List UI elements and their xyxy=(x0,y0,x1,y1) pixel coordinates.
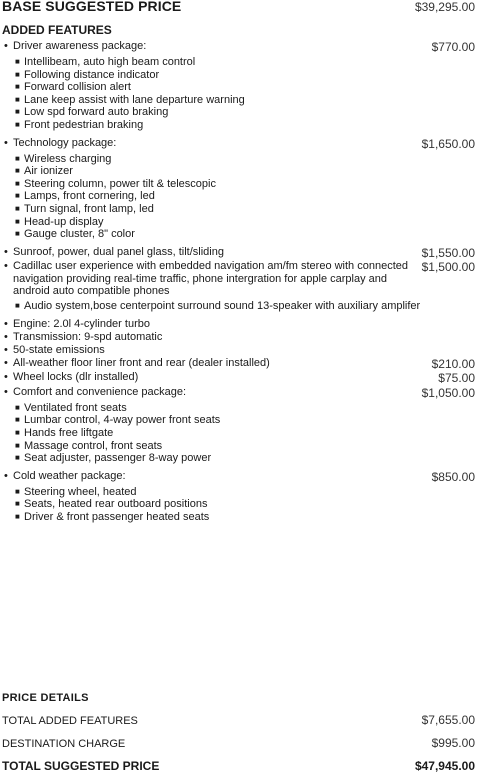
feature-sublist xyxy=(2,153,475,241)
square-bullet-icon: ■ xyxy=(15,486,20,496)
square-bullet-icon: ■ xyxy=(15,82,20,92)
feature-row xyxy=(2,318,475,331)
feature-subitem-text: Air ionizer xyxy=(24,165,73,178)
feature-item xyxy=(2,137,475,241)
feature-price: $1,050.00 xyxy=(421,385,475,400)
feature-sublist xyxy=(2,486,475,524)
feature-subitem xyxy=(15,511,475,524)
bullet-icon: • xyxy=(4,40,8,52)
feature-item xyxy=(2,318,475,331)
total-price-row xyxy=(2,759,475,773)
feature-subitem-text: Intellibeam, auto high beam control xyxy=(24,56,196,68)
feature-subitem xyxy=(15,414,475,427)
feature-price: $75.00 xyxy=(438,371,475,386)
total-price-value: $47,945.00 xyxy=(414,759,475,773)
feature-subitem-text: Front pedestrian braking xyxy=(24,118,144,131)
added-features-title: ADDED FEATURES xyxy=(2,23,112,37)
feature-sublist xyxy=(2,300,475,313)
feature-subitem xyxy=(15,68,475,82)
feature-item xyxy=(2,470,475,524)
feature-subitem xyxy=(15,106,475,119)
feature-item xyxy=(2,357,475,371)
bullet-icon: • xyxy=(4,371,8,384)
feature-subitem xyxy=(15,56,475,69)
square-bullet-icon: ■ xyxy=(15,512,20,522)
feature-price: $1,550.00 xyxy=(421,245,475,260)
feature-name-text: Technology package: xyxy=(13,136,117,149)
square-bullet-icon: ■ xyxy=(15,69,20,79)
feature-row xyxy=(2,260,475,298)
square-bullet-icon: ■ xyxy=(15,107,20,117)
feature-price: $770.00 xyxy=(431,40,475,54)
feature-name xyxy=(2,331,475,344)
feature-row xyxy=(2,470,475,484)
feature-subitem-text: Seats, heated rear outboard positions xyxy=(24,498,208,511)
feature-row xyxy=(2,246,475,260)
total-price-label: TOTAL SUGGESTED PRICE xyxy=(2,759,160,773)
feature-name-text: Engine: 2.0l 4-cylinder turbo xyxy=(13,317,150,330)
feature-subitem xyxy=(15,190,475,203)
feature-item xyxy=(2,371,475,385)
feature-price: $210.00 xyxy=(431,356,475,371)
feature-name-text: Cadillac user experience with embedded navigation am/fm stereo with connected navigation providing real-time traffic, phone intergration for apple carplay and android auto compatible phones xyxy=(13,260,408,298)
feature-subitem xyxy=(15,452,475,465)
feature-item xyxy=(2,344,475,357)
square-bullet-icon: ■ xyxy=(15,428,20,438)
feature-subitem-text: Forward collision alert xyxy=(24,81,131,94)
feature-name xyxy=(2,318,475,331)
feature-name-text: Comfort and convenience package: xyxy=(13,385,187,398)
bullet-icon: • xyxy=(4,317,8,330)
bullet-icon: • xyxy=(4,469,8,482)
bullet-icon: • xyxy=(4,343,8,356)
price-details xyxy=(2,692,475,773)
feature-subitem xyxy=(15,228,475,241)
feature-row xyxy=(2,386,475,400)
feature-name xyxy=(2,260,422,298)
square-bullet-icon: ■ xyxy=(15,402,20,412)
feature-sublist xyxy=(2,402,475,465)
square-bullet-icon: ■ xyxy=(15,229,20,239)
feature-row xyxy=(2,137,475,151)
feature-sublist xyxy=(2,56,475,132)
feature-subitem xyxy=(15,152,475,166)
feature-subitem-text: Driver & front passenger heated seats xyxy=(24,511,210,524)
bullet-icon: • xyxy=(4,260,8,273)
feature-subitem-text: Head-up display xyxy=(24,215,104,228)
feature-subitem xyxy=(15,118,475,132)
feature-subitem-text: Hands free liftgate xyxy=(24,427,114,440)
feature-name-text: Transmission: 9-spd automatic xyxy=(13,330,163,343)
feature-subitem-text: Ventilated front seats xyxy=(24,401,127,414)
feature-subitem xyxy=(15,427,475,440)
bullet-icon: • xyxy=(4,136,8,149)
feature-name-text: Cold weather package: xyxy=(13,469,126,482)
feature-subitem xyxy=(15,165,475,178)
square-bullet-icon: ■ xyxy=(15,119,20,129)
feature-row xyxy=(2,371,475,385)
total-added-value: $7,655.00 xyxy=(421,713,475,727)
feature-subitem xyxy=(15,401,475,415)
feature-name xyxy=(2,137,422,150)
feature-name xyxy=(2,371,438,384)
total-added-label: TOTAL ADDED FEATURES xyxy=(2,715,138,727)
feature-subitem-text: Lumbar control, 4-way power front seats xyxy=(24,414,221,427)
total-added-row xyxy=(2,713,475,727)
feature-name xyxy=(2,40,432,53)
feature-row xyxy=(2,357,475,371)
feature-subitem-text: Audio system,bose centerpoint surround sound 13-speaker with auxiliary amplifer xyxy=(24,300,421,312)
feature-name xyxy=(2,344,475,357)
bullet-icon: • xyxy=(4,330,8,343)
features-list xyxy=(2,40,475,529)
square-bullet-icon: ■ xyxy=(15,415,20,425)
feature-subitem xyxy=(15,215,475,229)
feature-subitem-text: Lane keep assist with lane departure warning xyxy=(24,93,245,106)
feature-subitem-text: Low spd forward auto braking xyxy=(24,106,169,119)
feature-subitem-text: Gauge cluster, 8" color xyxy=(24,228,135,241)
destination-label: DESTINATION CHARGE xyxy=(2,738,126,750)
square-bullet-icon: ■ xyxy=(15,301,20,310)
feature-subitem-text: Steering wheel, heated xyxy=(24,485,137,498)
square-bullet-icon: ■ xyxy=(15,191,20,201)
feature-name-text: Sunroof, power, dual panel glass, tilt/sliding xyxy=(13,245,224,258)
feature-subitem xyxy=(15,485,475,499)
feature-name xyxy=(2,470,432,483)
square-bullet-icon: ■ xyxy=(15,499,20,509)
feature-subitem-text: Lamps, front cornering, led xyxy=(24,190,155,203)
feature-row xyxy=(2,344,475,357)
destination-row xyxy=(2,736,475,750)
square-bullet-icon: ■ xyxy=(15,453,20,463)
destination-value: $995.00 xyxy=(431,736,475,750)
feature-name-text: All-weather floor liner front and rear (dealer installed) xyxy=(13,356,270,369)
square-bullet-icon: ■ xyxy=(15,166,20,176)
feature-subitem-text: Massage control, front seats xyxy=(24,439,163,452)
feature-subitem-text: Steering column, power tilt & telescopic xyxy=(24,177,216,190)
square-bullet-icon: ■ xyxy=(15,216,20,226)
feature-row xyxy=(2,40,475,54)
feature-subitem xyxy=(15,202,475,216)
feature-name xyxy=(2,386,422,399)
feature-name-text: Driver awareness package: xyxy=(13,40,147,52)
square-bullet-icon: ■ xyxy=(15,440,20,450)
feature-subitem-text: Wireless charging xyxy=(24,152,112,165)
feature-name xyxy=(2,246,422,259)
feature-subitem-text: Turn signal, front lamp, led xyxy=(24,202,154,215)
square-bullet-icon: ■ xyxy=(15,153,20,163)
bullet-icon: • xyxy=(4,245,8,258)
feature-name-text: 50-state emissions xyxy=(13,343,105,356)
feature-item xyxy=(2,246,475,260)
feature-price: $1,650.00 xyxy=(421,136,475,151)
square-bullet-icon: ■ xyxy=(15,94,20,104)
feature-item xyxy=(2,386,475,465)
feature-price: $1,500.00 xyxy=(421,260,475,275)
feature-item xyxy=(2,260,475,312)
feature-name-text: Wheel locks (dlr installed) xyxy=(13,371,139,384)
feature-item xyxy=(2,331,475,344)
feature-subitem xyxy=(15,93,475,107)
feature-name xyxy=(2,357,432,370)
feature-item xyxy=(2,40,475,132)
base-price-row xyxy=(2,0,475,14)
feature-subitem-text: Seat adjuster, passenger 8-way power xyxy=(24,452,212,465)
feature-subitem xyxy=(15,300,475,313)
feature-row xyxy=(2,331,475,344)
square-bullet-icon: ■ xyxy=(15,57,20,66)
base-price-label: BASE SUGGESTED PRICE xyxy=(2,0,182,14)
feature-subitem-text: Following distance indicator xyxy=(24,68,160,81)
feature-subitem xyxy=(15,81,475,94)
square-bullet-icon: ■ xyxy=(15,203,20,213)
feature-subitem xyxy=(15,177,475,191)
bullet-icon: • xyxy=(4,356,8,369)
feature-price: $850.00 xyxy=(431,469,475,484)
square-bullet-icon: ■ xyxy=(15,178,20,188)
feature-subitem xyxy=(15,439,475,453)
feature-subitem xyxy=(15,498,475,511)
base-price-value: $39,295.00 xyxy=(414,0,475,14)
bullet-icon: • xyxy=(4,385,8,398)
price-details-title: PRICE DETAILS xyxy=(2,692,89,704)
